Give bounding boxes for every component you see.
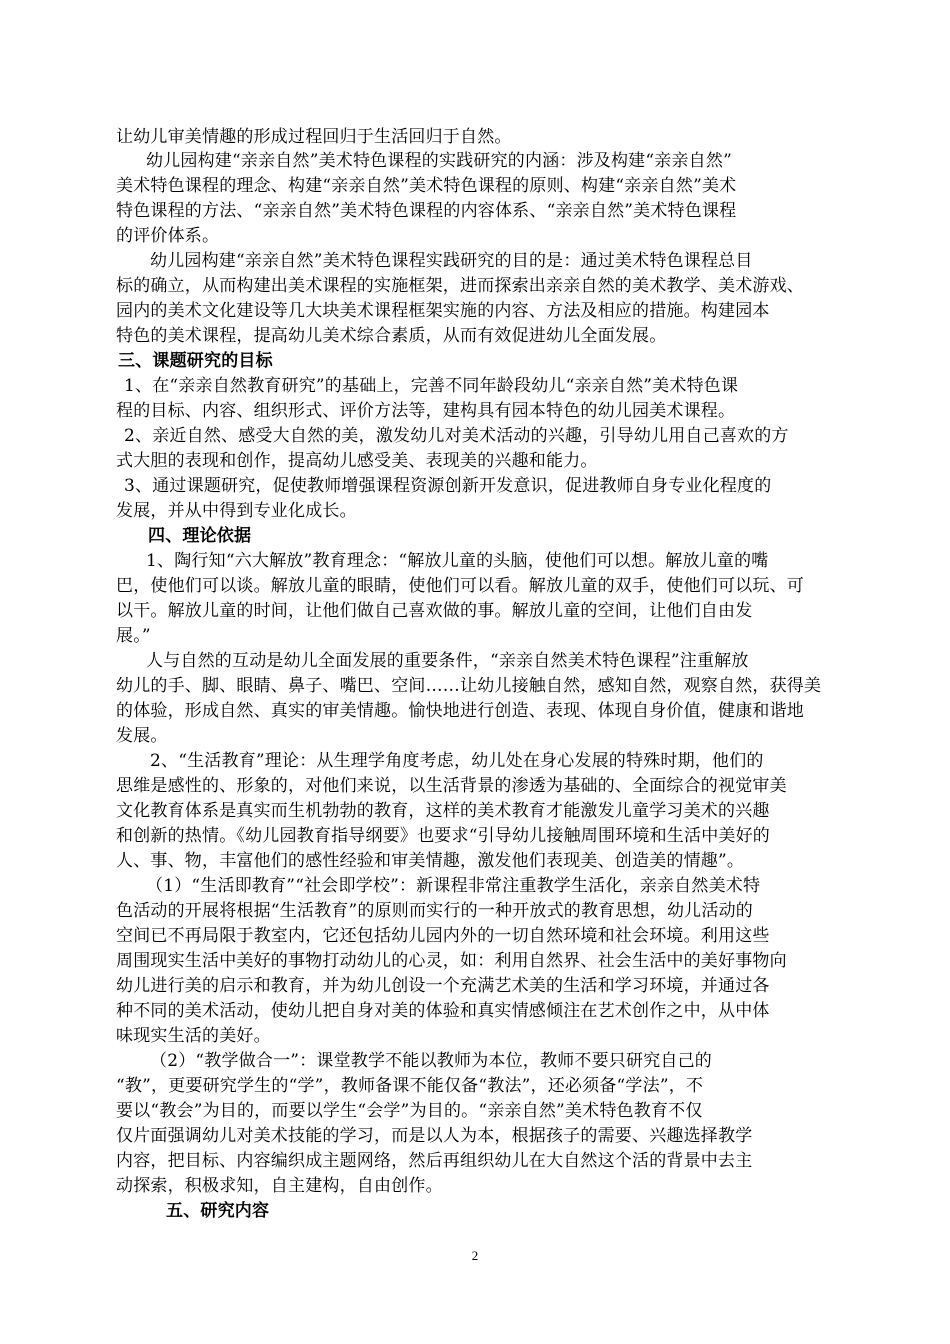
text-line: 特色课程的方法、“亲亲自然”美术特色课程的内容体系、“亲亲自然”美术特色课程 [116, 201, 737, 221]
text-line: 让幼儿审美情趣的形成过程回归于生活回归于自然。 [116, 127, 512, 147]
text-line: 幼儿园构建“亲亲自然”美术特色课程实践研究的目的是：通过美术特色课程总目 [150, 251, 753, 271]
text-line: 文化教育体系是真实而生机勃勃的教育，这样的美术教育才能激发儿童学习美术的兴趣 [116, 801, 770, 821]
text-line: （2）“教学做合一”：课堂教学不能以教师为本位，教师不要只研究自己的 [150, 1051, 712, 1071]
text-line: 巴，使他们可以谈。解放儿童的眼睛，使他们可以看。解放儿童的双手，使他们可以玩、可 [116, 576, 804, 596]
section-heading: 五、研究内容 [166, 1201, 270, 1221]
text-line: 人、事、物，丰富他们的感性经验和审美情趣，激发他们表现美、创造美的情趣”。 [116, 851, 745, 871]
text-line: 空间已不再局限于教室内，它还包括幼儿园内外的一切自然环境和社会环境。利用这些 [116, 926, 770, 946]
text-line: 动探索，积极求知，自主建构，自由创作。 [116, 1176, 443, 1196]
text-line: 发展，并从中得到专业化成长。 [116, 501, 357, 521]
text-line: 1、在“亲亲自然教育研究”的基础上，完善不同年龄段幼儿“亲亲自然”美术特色课 [124, 376, 739, 396]
section-heading: 四、理论依据 [148, 526, 252, 546]
text-line: 思维是感性的、形象的，对他们来说，以生活背景的渗透为基础的、全面综合的视觉审美 [116, 776, 787, 796]
text-line: 展。” [116, 626, 151, 646]
text-line: 式大胆的表现和创作，提高幼儿感受美、表现美的兴趣和能力。 [116, 451, 598, 471]
section-heading: 三、课题研究的目标 [118, 351, 273, 371]
text-line: 色活动的开展将根据“生活教育”的原则而实行的一种开放式的教育思想，幼儿活动的 [116, 901, 753, 921]
text-line: 3、通过课题研究，促使教师增强课程资源创新开发意识，促进教师自身专业化程度的 [124, 476, 772, 496]
text-line: 标的确立，从而构建出美术课程的实施框架，进而探索出亲亲自然的美术教学、美术游戏、 [116, 276, 804, 296]
text-line: 味现实生活的美好。 [116, 1026, 271, 1046]
text-line: 美术特色课程的理念、构建“亲亲自然”美术特色课程的原则、构建“亲亲自然”美术 [116, 176, 737, 196]
text-line: 周围现实生活中美好的事物打动幼儿的心灵，如：利用自然界、社会生活中的美好事物向 [116, 951, 787, 971]
text-line: 仅片面强调幼儿对美术技能的学习，而是以人为本，根据孩子的需要、兴趣选择教学 [116, 1126, 753, 1146]
text-line: 特色的美术课程，提高幼儿美术综合素质，从而有效促进幼儿全面发展。 [116, 326, 667, 346]
text-line: 要以“教会”为目的，而要以学生“会学”为目的。“亲亲自然”美术特色教育不仅 [116, 1101, 703, 1121]
text-line: （1）“生活即教育”“社会即学校”：新课程非常注重教学生活化，亲亲自然美术特 [146, 876, 761, 896]
text-line: 园内的美术文化建设等几大块美术课程框架实施的内容、方法及相应的措施。构建园本 [116, 301, 770, 321]
text-line: 发展。 [116, 726, 168, 746]
text-line: 幼儿进行美的启示和教育，并为幼儿创设一个充满艺术美的生活和学习环境，并通过各 [116, 976, 770, 996]
text-line: 人与自然的互动是幼儿全面发展的重要条件，“亲亲自然美术特色课程”注重解放 [146, 651, 749, 671]
text-line: 1、陶行知“六大解放”教育理念：“解放儿童的头脑，使他们可以想。解放儿童的嘴 [146, 551, 769, 571]
text-line: “教”，更要研究学生的“学”，教师备课不能仅备“教法”，还必须备“学法”，不 [116, 1076, 704, 1096]
text-line: 和创新的热情。《幼儿园教育指导纲要》也要求“引导幼儿接触周围环境和生活中美好的 [116, 826, 770, 846]
text-line: 程的目标、内容、组织形式、评价方法等，建构具有园本特色的幼儿园美术课程。 [116, 401, 736, 421]
text-line: 的体验，形成自然、真实的审美情趣。愉快地进行创造、表现、体现自身价值，健康和谐地 [116, 701, 804, 721]
text-line: 幼儿园构建“亲亲自然”美术特色课程的实践研究的内涵：涉及构建“亲亲自然” [146, 151, 732, 171]
text-line: 2、亲近自然、感受大自然的美，激发幼儿对美术活动的兴趣，引导幼儿用自己喜欢的方 [124, 426, 789, 446]
text-line: 幼儿的手、脚、眼睛、鼻子、嘴巴、空间……让幼儿接触自然，感知自然，观察自然，获得美 [116, 676, 822, 696]
text-line: 2、“生活教育”理论：从生理学角度考虑，幼儿处在身心发展的特殊时期，他们的 [150, 751, 764, 771]
text-line: 的评价体系。 [116, 226, 220, 246]
text-line: 种不同的美术活动，使幼儿把自身对美的体验和真实情感倾注在艺术创作之中，从中体 [116, 1001, 770, 1021]
page-number: 2 [471, 1248, 479, 1263]
text-line: 内容，把目标、内容编织成主题网络，然后再组织幼儿在大自然这个活的背景中去主 [116, 1151, 753, 1171]
text-line: 以干。解放儿童的时间，让他们做自己喜欢做的事。解放儿童的空间，让他们自由发 [116, 601, 753, 621]
